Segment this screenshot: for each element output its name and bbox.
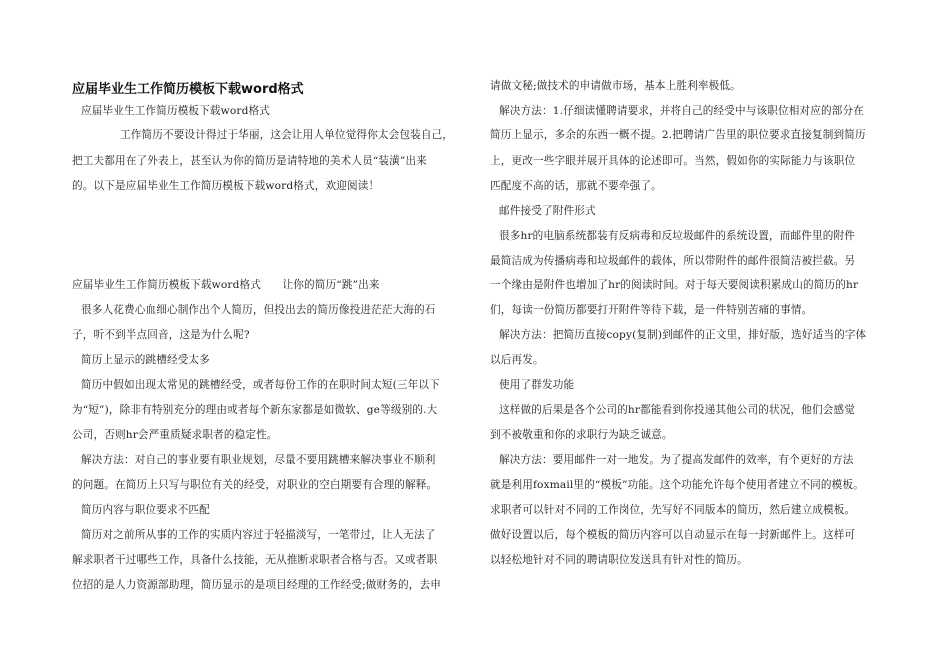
body-paragraph-line: 解决方法：要用邮件一对一地发。为了提高发邮件的效率，有个更好的方法 <box>499 454 854 466</box>
body-paragraph-line: 请做文秘;做技术的申请做市场，基本上胜利率极低。 <box>490 80 741 92</box>
body-paragraph-line: 很多hr的电脑系统都装有反病毒和反垃圾邮件的系统设置，而邮件里的附件 <box>499 230 855 242</box>
section-heading-line: 应届毕业生工作简历模板下载word格式 让你的简历“跳”出来 <box>72 279 380 291</box>
body-paragraph-line: 的问题。在简历上只写与职位有关的经受，对职业的空白期要有合理的解释。 <box>72 479 438 491</box>
body-paragraph-line: 简历对之前所从事的工作的实质内容过于轻描淡写，一笔带过，让人无法了 <box>81 529 436 541</box>
intro-paragraph-line: 把工夫都用在了外表上，甚至认为你的简历是请特地的美术人员“装潢”出来 <box>72 155 427 167</box>
body-paragraph-line: 解决方法：把简历直接copy(复制)到邮件的正文里，排好版，选好适当的字体 <box>499 329 867 341</box>
body-paragraph-line: 匹配度不高的话，那就不要牵强了。 <box>490 180 662 192</box>
subheading-line: 简历上显示的跳槽经受太多 <box>81 354 210 366</box>
body-paragraph-line: 以后再发。 <box>490 354 544 366</box>
body-paragraph-line: 简历上显示，多余的东西一概不提。2.把聘请广告里的职位要求直接复制到简历 <box>490 129 866 141</box>
body-paragraph-line: 上，更改一些字眼并展开具体的论述即可。当然，假如你的实际能力与该职位 <box>490 155 856 167</box>
subheading-line: 简历内容与职位要求不匹配 <box>81 504 210 516</box>
body-paragraph-line: 位招的是人力资源部助理，简历显示的是项目经理的工作经受;做财务的，去申 <box>72 579 442 591</box>
body-paragraph-line: 求职者可以针对不同的工作岗位，先写好不同版本的简历，然后建立成模板。 <box>490 504 856 516</box>
body-paragraph-line: 们，每读一份简历都要打开附件等待下载，是一件特别苦痛的事情。 <box>490 304 813 316</box>
body-paragraph-line: 解决方法：1.仔细读懂聘请要求，并将自己的经受中与该职位相对应的部分在 <box>499 105 864 117</box>
body-paragraph-line: 到不被敬重和你的求职行为缺乏诚意。 <box>490 429 673 441</box>
body-paragraph-line: 最简洁成为传播病毒和垃圾邮件的载体，所以带附件的邮件很简洁被拦截。另 <box>490 255 856 267</box>
body-paragraph-line: 为“短”)，除非有特别充分的理由或者每个新东家都是如微软、ge等级别的.大 <box>72 404 438 416</box>
body-paragraph-line: 解决方法：对自己的事业要有职业规划，尽量不要用跳槽来解决事业不顺利 <box>81 454 436 466</box>
subheading-line: 使用了群发功能 <box>499 379 575 391</box>
body-paragraph-line: 就是利用foxmail里的“模板”功能。这个功能允许每个使用者建立不同的模板。 <box>490 479 864 491</box>
body-paragraph-line: 做好设置以后，每个模板的简历内容可以自动显示在每一封新邮件上。这样可 <box>490 529 856 541</box>
subheading-line: 邮件接受了附件形式 <box>499 205 596 217</box>
intro-paragraph-line: 工作简历不要设计得过于华丽，这会让用人单位觉得你太会包装自己， <box>120 129 454 141</box>
body-paragraph-line: 这样做的后果是各个公司的hr都能看到你投递其他公司的状况，他们会感觉 <box>499 404 855 416</box>
subtitle-line: 应届毕业生工作简历模板下载word格式 <box>81 105 271 117</box>
body-paragraph-line: 子，听不到半点回音，这是为什么呢? <box>72 329 250 341</box>
intro-paragraph-line: 的。以下是应届毕业生工作简历模板下载word格式，欢迎阅读！ <box>72 180 380 192</box>
body-paragraph-line: 很多人花费心血细心制作出个人简历，但投出去的简历像投进茫茫大海的石 <box>81 304 436 316</box>
body-paragraph-line: 一个缘由是附件也增加了hr的阅读时间。对于每天要阅读积累成山的简历的hr <box>490 279 859 291</box>
document-title: 应届毕业生工作简历模板下载word格式 <box>72 82 304 97</box>
body-paragraph-line: 以轻松地针对不同的聘请职位发送具有针对性的简历。 <box>490 554 748 566</box>
body-paragraph-line: 解求职者干过哪些工作，具备什么技能，无从推断求职者合格与否。又或者职 <box>72 554 438 566</box>
body-paragraph-line: 简历中假如出现太常见的跳槽经受，或者每份工作的在职时间太短(三年以下 <box>81 379 440 391</box>
body-paragraph-line: 公司，否则hr会严重质疑求职者的稳定性。 <box>72 429 278 441</box>
